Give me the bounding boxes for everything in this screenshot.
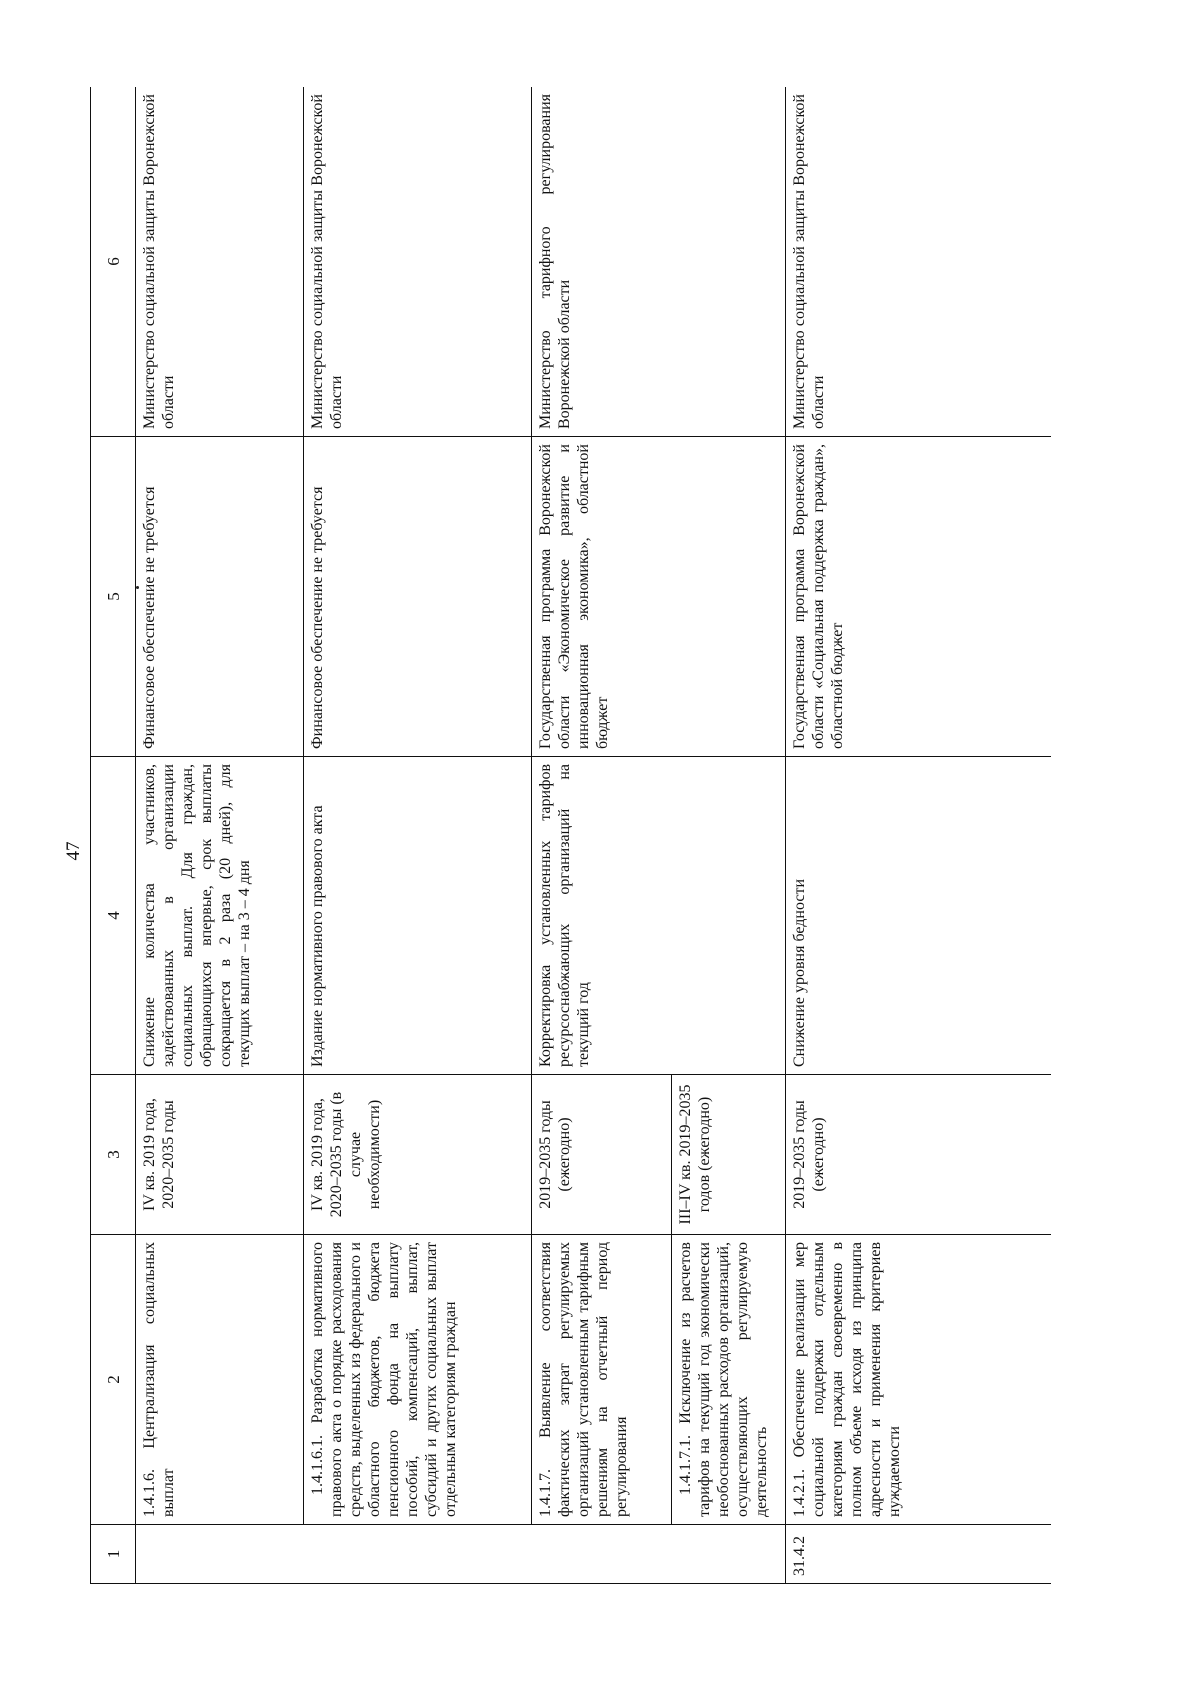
header-col-2: 2 xyxy=(91,1235,136,1525)
row-number-cell xyxy=(136,1525,786,1584)
period-cell: IV кв. 2019 года, 2020–2035 годы (в случае необходимости) xyxy=(304,1075,532,1235)
result-cell: Корректировка установленных тарифов ресурсоснабжающих организаций на текущий год xyxy=(532,757,786,1075)
result-cell: Издание нормативного правового акта xyxy=(304,757,532,1075)
table-row xyxy=(304,87,532,1584)
responsible-cell: Министерство социальной защиты Воронежской области xyxy=(136,87,304,437)
document-table-frame xyxy=(90,87,1051,1584)
table-row xyxy=(532,87,672,1584)
table-header-row xyxy=(91,87,136,1584)
table-row xyxy=(136,87,304,1584)
measure-cell: 1.4.1.7.1. Исключение из расчетов тарифов на текущий год экономически необоснованных расходов организаций, осуществляющих регулируемую деятельность xyxy=(672,1235,786,1525)
responsible-cell: Министерство тарифного регулирования Воронежской области xyxy=(532,87,786,437)
measures-table xyxy=(90,87,1051,1584)
funding-cell: Государственная программа Воронежской области «Экономическое развитие и инновационная экономика», областной бюджет xyxy=(532,437,786,757)
header-col-1: 1 xyxy=(91,1525,136,1584)
measure-cell: 1.4.1.7. Выявление соответствия фактических затрат регулируемых организаций установленным тарифным решениям на отчетный период регулирования xyxy=(532,1235,672,1525)
measure-cell: 1.4.1.6. Централизация социальных выплат xyxy=(136,1235,304,1525)
measure-cell: 1.4.2.1. Обеспечение реализации мер социальной поддержки отдельным категориям граждан своевременно в полном объеме исходя из принципа адресности и применения критериев нуждаемости xyxy=(786,1235,1052,1525)
header-col-6: 6 xyxy=(91,87,136,437)
funding-cell: Финансовое обеспечение не требуется xyxy=(304,437,532,757)
measure-cell: 1.4.1.6.1. Разработка нормативного правового акта о порядке расходования средств, выделенных из федерального и областного бюджетов, бюджета пенсионного фонда на выплату пособий, компенсаций, выплат, субсидий и других социальных выплат отдельным категориям граждан xyxy=(304,1235,532,1525)
row-number-cell: 31.4.2 xyxy=(786,1525,1052,1584)
period-cell: III–IV кв. 2019–2035 годов (ежегодно) xyxy=(672,1075,786,1235)
responsible-cell: Министерство социальной защиты Воронежской области xyxy=(786,87,1052,437)
period-cell: 2019–2035 годы (ежегодно) xyxy=(786,1075,1052,1235)
page-number: 47 xyxy=(63,841,84,861)
result-cell: Снижение уровня бедности xyxy=(786,757,1052,1075)
header-col-3: 3 xyxy=(91,1075,136,1235)
period-cell: IV кв. 2019 года, 2020–2035 годы xyxy=(136,1075,304,1235)
header-col-4: 4 xyxy=(91,757,136,1075)
result-cell: Снижение количества участников, задействованных в организации социальных выплат. Для граждан, обращающихся впервые, срок выплаты сокращается в 2 раза (20 дней), для текущих выплат – на 3 – 4 дня xyxy=(136,757,304,1075)
funding-cell: Финансовое обеспечение не требуется xyxy=(136,437,304,757)
responsible-cell: Министерство социальной защиты Воронежской области xyxy=(304,87,532,437)
header-col-5: 5 xyxy=(91,437,136,757)
rotated-table-container xyxy=(90,87,1051,1584)
period-cell: 2019–2035 годы (ежегодно) xyxy=(532,1075,672,1235)
table-row xyxy=(786,87,1052,1584)
funding-cell: Государственная программа Воронежской области «Социальная поддержка граждан», областной бюджет xyxy=(786,437,1052,757)
